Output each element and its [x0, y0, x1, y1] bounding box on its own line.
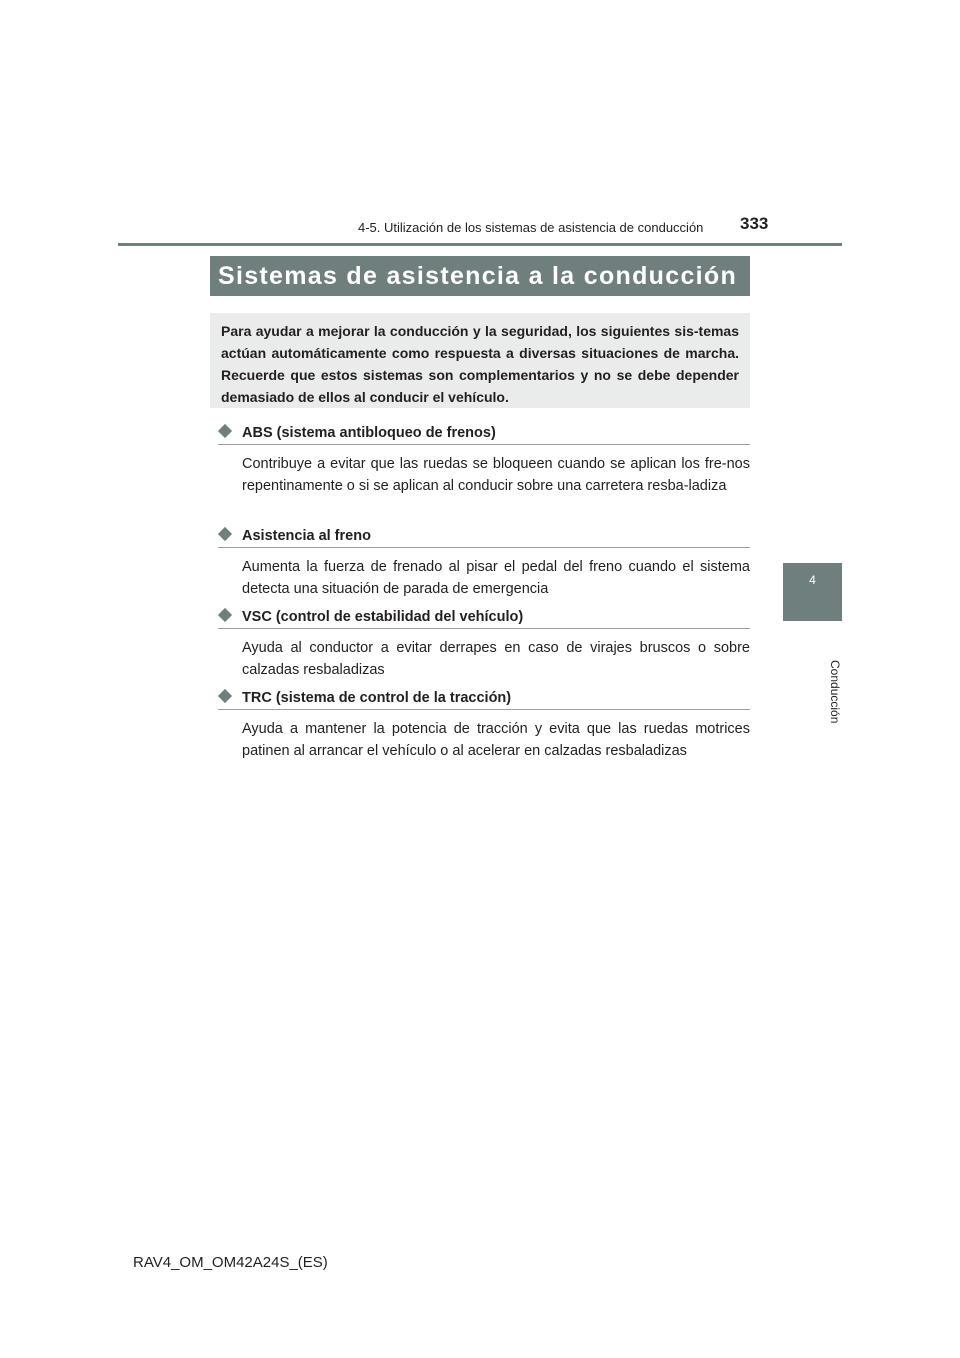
section-heading [218, 525, 750, 548]
section-heading [218, 422, 750, 445]
section-title: ABS (sistema antibloqueo de frenos) [242, 425, 496, 441]
document-code: RAV4_OM_OM42A24S_(ES) [133, 1254, 328, 1271]
page-number: 333 [740, 214, 769, 233]
diamond-bullet-icon [218, 527, 232, 541]
section-vsc [218, 606, 750, 681]
section-brake-assist [218, 525, 750, 600]
diamond-bullet-icon [218, 424, 232, 438]
chapter-number: 4 [809, 573, 816, 587]
diamond-bullet-icon [218, 608, 232, 622]
section-body: Ayuda a mantener la potencia de tracción y evita que las ruedas motrices patinen al arrancar el vehículo o al acelerar en calzadas resbaladizas [242, 721, 750, 759]
section-title: VSC (control de estabilidad del vehículo) [242, 609, 524, 625]
diamond-bullet-icon [218, 689, 232, 703]
section-abs [218, 422, 750, 497]
section-trc [218, 687, 750, 762]
chapter-label: Conducción [828, 660, 842, 724]
section-title: Asistencia al freno [242, 528, 371, 544]
chapter-tab[interactable] [783, 563, 842, 621]
section-body: Contribuye a evitar que las ruedas se bloqueen cuando se aplican los fre-nos repentinamente o si se aplican al conducir sobre una carretera resba-ladiza [242, 456, 750, 494]
header-rule [118, 243, 842, 246]
section-body: Ayuda al conductor a evitar derrapes en caso de virajes bruscos o sobre calzadas resbaladizas [242, 640, 750, 678]
running-header: 4-5. Utilización de los sistemas de asistencia de conducción [358, 220, 704, 235]
page-title: Sistemas de asistencia a la conducción [210, 256, 750, 296]
section-heading [218, 687, 750, 710]
intro-box: Para ayudar a mejorar la conducción y la seguridad, los siguientes sis-temas actúan automáticamente como respuesta a diversas situaciones de marcha. Recuerde que estos sistemas son complementarios y no se debe depender demasiado de ellos al conducir el vehículo. [210, 313, 750, 408]
section-heading [218, 606, 750, 629]
section-body: Aumenta la fuerza de frenado al pisar el pedal del freno cuando el sistema detecta una situación de parada de emergencia [242, 559, 750, 597]
section-title: TRC (sistema de control de la tracción) [242, 690, 512, 706]
